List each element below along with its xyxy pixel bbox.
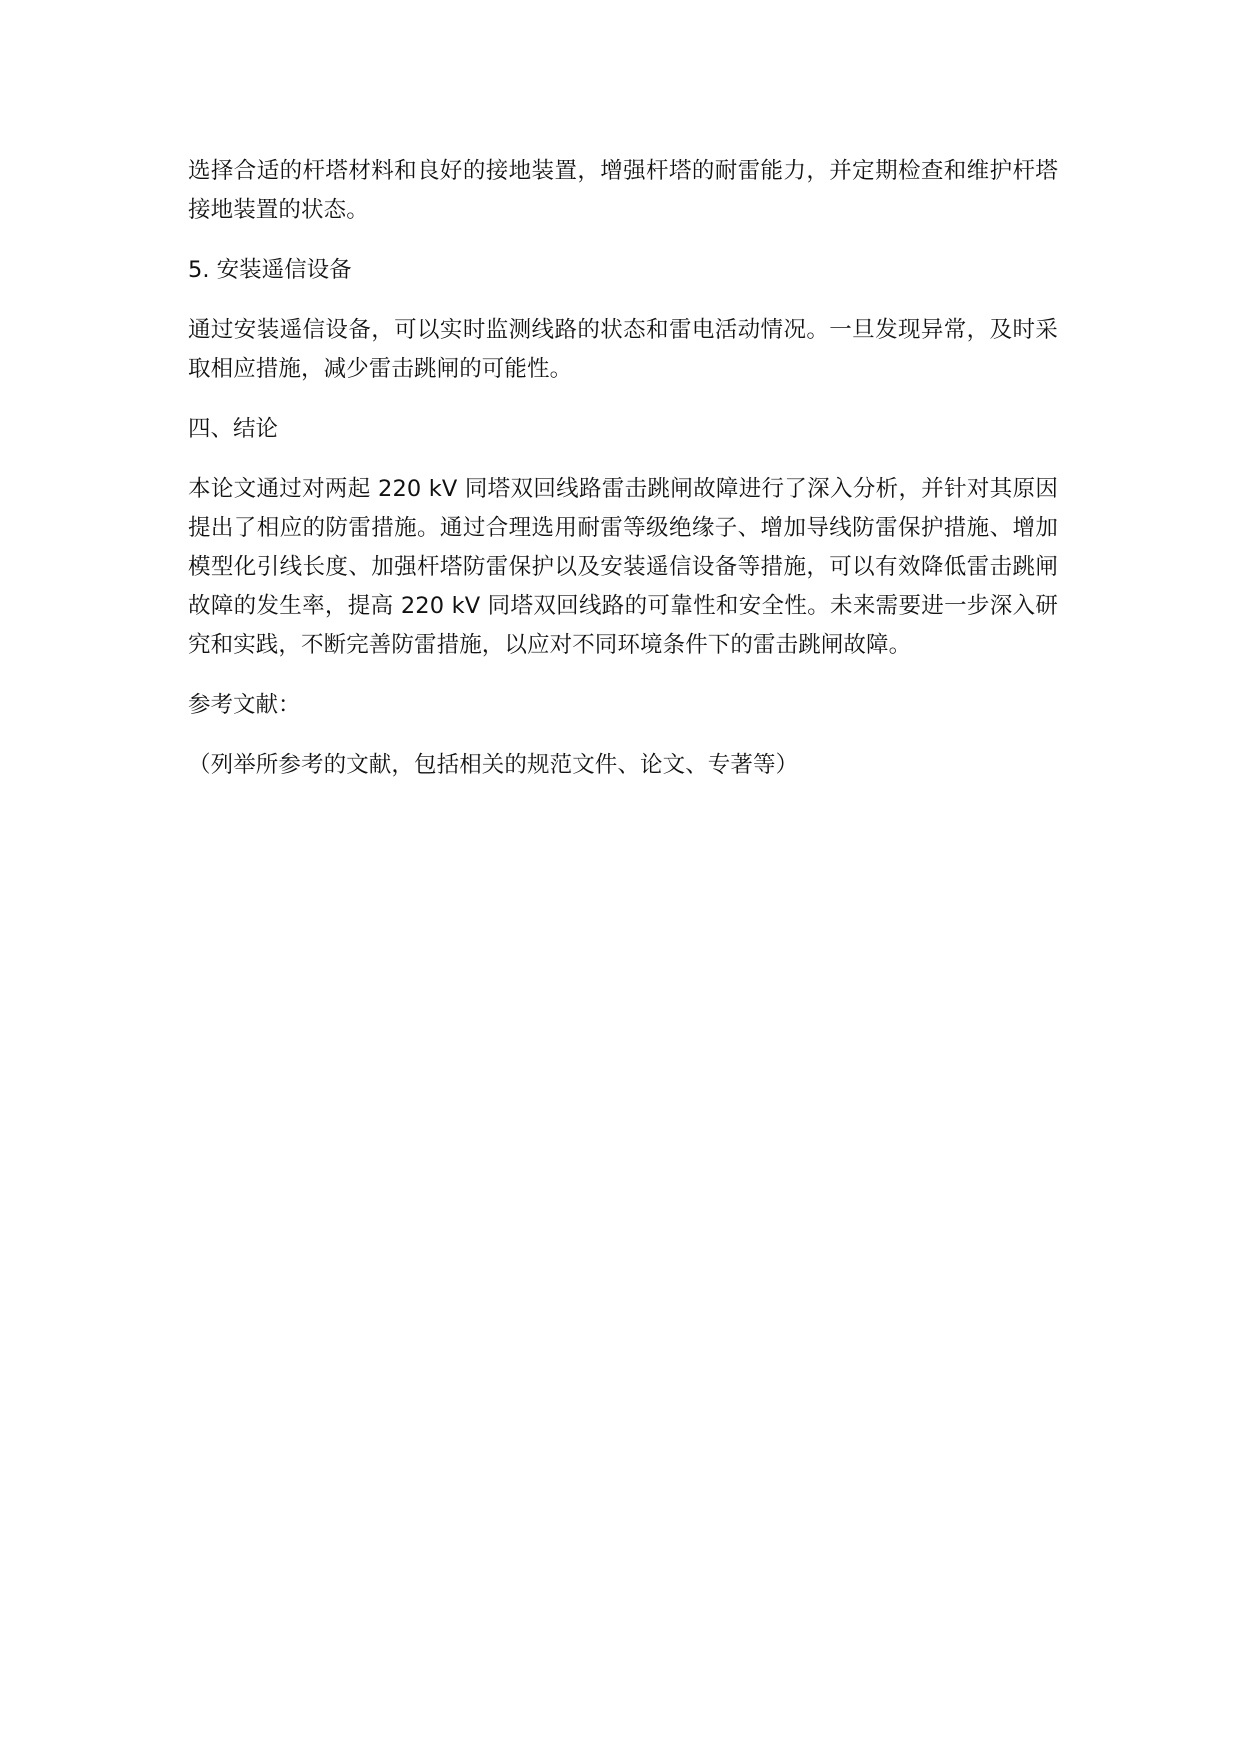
references-heading: 参考文献： (188, 692, 301, 718)
paragraph-tower-grounding: 选择合适的杆塔材料和良好的接地装置，增强杆塔的耐雷能力，并定期检查和维护杆塔接地装置的状态。 (188, 158, 1058, 223)
document-body (188, 152, 1058, 806)
section-heading-telemetry: 5. 安装遥信设备 (188, 257, 352, 283)
section-heading-conclusion: 四、结论 (188, 416, 279, 442)
paragraph-telemetry: 通过安装遥信设备，可以实时监测线路的状态和雷电活动情况。一旦发现异常，及时采取相应措施，减少雷击跳闸的可能性。 (188, 317, 1058, 382)
paragraph-conclusion: 本论文通过对两起 220 kV 同塔双回线路雷击跳闸故障进行了深入分析，并针对其原因提出了相应的防雷措施。通过合理选用耐雷等级绝缘子、增加导线防雷保护措施、增加模型化引线长度、加强杆塔防雷保护以及安装遥信设备等措施，可以有效降低雷击跳闸故障的发生率，提高 220 kV 同塔双回线路的可靠性和安全性。未来需要进一步深入研究和实践，不断完善防雷措施，以应对不同环境条件下的雷击跳闸故障。 (188, 476, 1058, 658)
references-placeholder: （列举所参考的文献，包括相关的规范文件、论文、专著等） (188, 752, 799, 778)
